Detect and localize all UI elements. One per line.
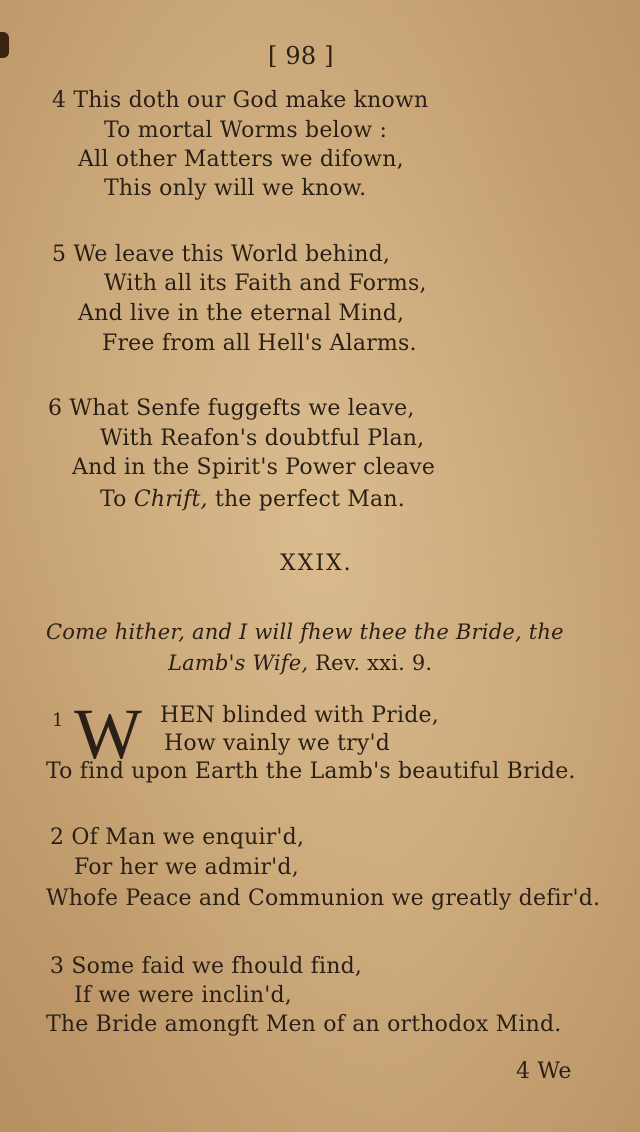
- stanza-6-line-1: [48, 397, 415, 421]
- stanza-number: 4: [52, 88, 67, 113]
- verse-line: What Senfe fuggefts we leave,: [69, 396, 415, 421]
- verse-1-line-3: To find upon Earth the Lamb's beautiful Bride.: [46, 759, 576, 784]
- verse-2-line-3: Whofe Peace and Communion we greatly defir'd.: [46, 886, 601, 911]
- verse-3-line-3: The Bride amongft Men of an orthodox Mind.: [46, 1012, 562, 1037]
- epigraph-reference: Rev. xxi. 9.: [308, 651, 433, 675]
- epigraph-line-2: [168, 651, 432, 675]
- verse-2-line-2: For her we admir'd,: [74, 855, 299, 880]
- verse-line-suffix: the perfect Man.: [207, 487, 405, 512]
- verse-3-line-2: If we were inclin'd,: [74, 983, 292, 1008]
- ink-blot: [0, 32, 9, 58]
- verse-3-line-1: [50, 955, 362, 979]
- stanza-number: 6: [48, 396, 63, 421]
- drop-cap: W: [74, 694, 142, 774]
- verse-line-prefix: To: [100, 487, 134, 512]
- verse-number: 2: [50, 825, 65, 850]
- stanza-4-line-2: To mortal Worms below :: [104, 118, 388, 143]
- stanza-4-line-1: [52, 89, 428, 113]
- stanza-5-line-4: Free from all Hell's Alarms.: [102, 331, 417, 356]
- verse-line-italic: Chrift,: [133, 487, 208, 512]
- verse-line: We leave this World behind,: [73, 242, 391, 267]
- stanza-5-line-2: With all its Faith and Forms,: [104, 271, 427, 296]
- verse-line: This doth our God make known: [73, 88, 429, 113]
- verse-number: 1: [52, 710, 64, 731]
- verse-number: 3: [50, 954, 65, 979]
- catchword: 4 We: [516, 1059, 572, 1084]
- verse-2-line-1: [50, 826, 304, 850]
- stanza-6-line-2: With Reafon's doubtful Plan,: [100, 426, 425, 451]
- stanza-4-line-4: This only will we know.: [104, 176, 367, 201]
- stanza-4-line-3: All other Matters we difown,: [78, 147, 404, 172]
- verse-1-line-1: HEN blinded with Pride,: [160, 703, 439, 728]
- stanza-6-line-4: [100, 488, 405, 512]
- stanza-6-line-3: And in the Spirit's Power cleave: [72, 455, 436, 480]
- epigraph-italic: Lamb's Wife,: [168, 651, 309, 675]
- verse-line: Some faid we fhould find,: [71, 954, 363, 979]
- epigraph-line-1: Come hither, and I will fhew thee the Bride, the: [46, 620, 564, 644]
- verse-1-line-2: How vainly we try'd: [164, 731, 391, 756]
- stanza-number: 5: [52, 242, 67, 267]
- stanza-5-line-3: And live in the eternal Mind,: [78, 301, 405, 326]
- stanza-5-line-1: [52, 243, 390, 267]
- verse-line: Of Man we enquir'd,: [71, 825, 305, 850]
- page-header: [ 98 ]: [268, 42, 334, 70]
- hymn-number: XXIX.: [280, 551, 353, 576]
